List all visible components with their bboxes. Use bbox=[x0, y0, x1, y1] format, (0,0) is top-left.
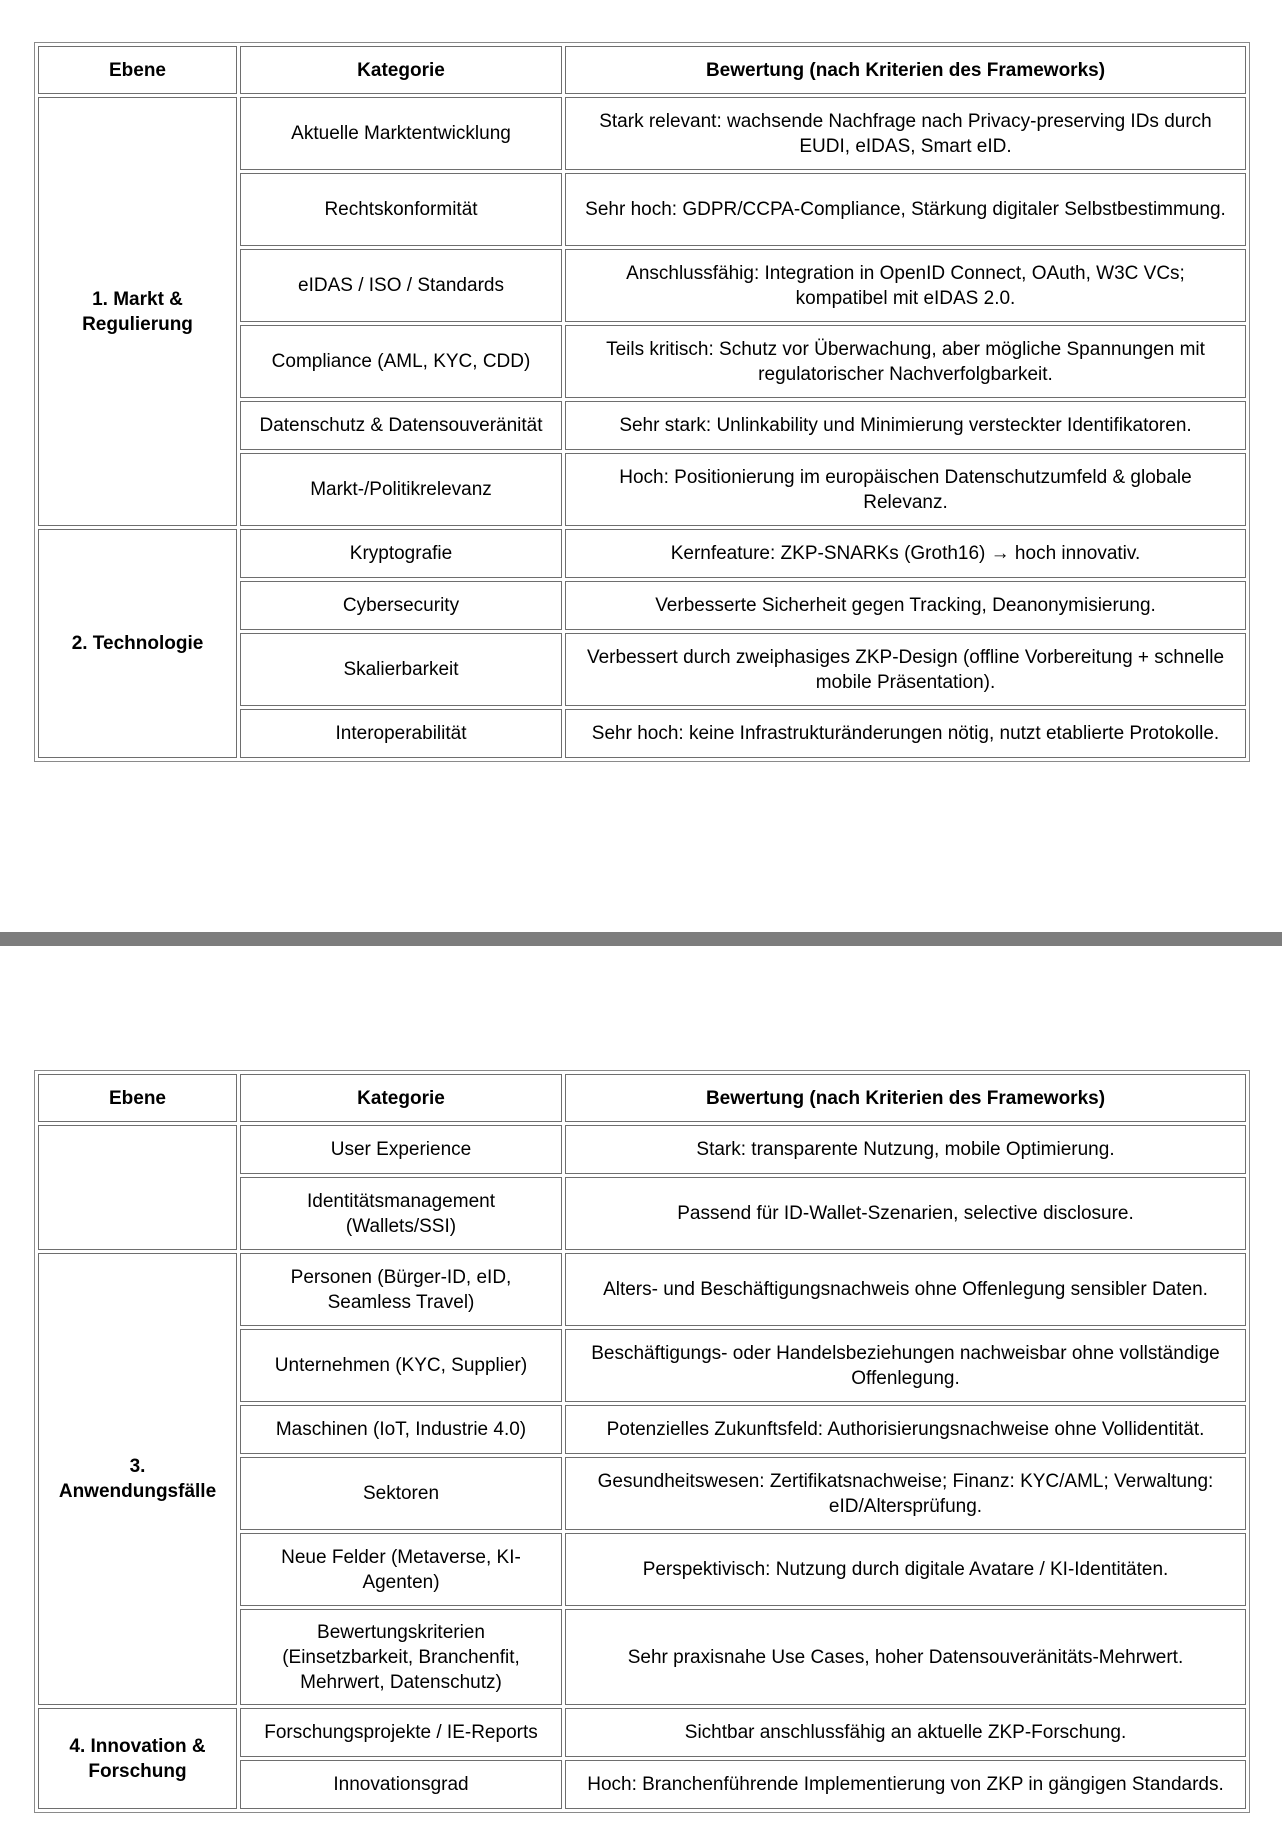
rating-cell: Gesundheitswesen: Zertifikatsnachweise; Finanz: KYC/AML; Verwaltung: eID/Altersprüfung. bbox=[565, 1457, 1246, 1530]
category-cell: Maschinen (IoT, Industrie 4.0) bbox=[240, 1405, 562, 1454]
category-cell: Forschungsprojekte / IE-Reports bbox=[240, 1708, 562, 1757]
rating-cell: Kernfeature: ZKP-SNARKs (Groth16) → hoch innovativ. bbox=[565, 529, 1246, 578]
level-cell: 3. Anwendungsfälle bbox=[38, 1253, 237, 1705]
category-cell: Sektoren bbox=[240, 1457, 562, 1530]
category-cell: Markt-/Politikrelevanz bbox=[240, 453, 562, 526]
category-cell: Innovationsgrad bbox=[240, 1760, 562, 1809]
table-row bbox=[38, 1708, 1246, 1757]
header-category: Kategorie bbox=[240, 1074, 562, 1122]
header-category: Kategorie bbox=[240, 46, 562, 94]
header-rating: Bewertung (nach Kriterien des Frameworks) bbox=[565, 46, 1246, 94]
category-cell: Compliance (AML, KYC, CDD) bbox=[240, 325, 562, 398]
rating-cell: Sehr stark: Unlinkability und Minimierung versteckter Identifikatoren. bbox=[565, 401, 1246, 450]
category-cell: eIDAS / ISO / Standards bbox=[240, 249, 562, 322]
table-row bbox=[38, 97, 1246, 170]
category-cell: Bewertungskriterien (Einsetzbarkeit, Branchenfit, Mehrwert, Datenschutz) bbox=[240, 1609, 562, 1705]
rating-cell: Anschlussfähig: Integration in OpenID Connect, OAuth, W3C VCs; kompatibel mit eIDAS 2.0. bbox=[565, 249, 1246, 322]
rating-cell: Sehr praxisnahe Use Cases, hoher Datensouveränitäts-Mehrwert. bbox=[565, 1609, 1246, 1705]
level-cell: 4. Innovation & Forschung bbox=[38, 1708, 237, 1809]
rating-cell: Verbesserte Sicherheit gegen Tracking, Deanonymisierung. bbox=[565, 581, 1246, 630]
level-cell: 1. Markt & Regulierung bbox=[38, 97, 237, 526]
header-rating: Bewertung (nach Kriterien des Frameworks) bbox=[565, 1074, 1246, 1122]
category-cell: Personen (Bürger-ID, eID, Seamless Travel) bbox=[240, 1253, 562, 1326]
category-cell: Skalierbarkeit bbox=[240, 633, 562, 706]
rating-cell: Stark: transparente Nutzung, mobile Optimierung. bbox=[565, 1125, 1246, 1174]
evaluation-table-1 bbox=[34, 42, 1250, 762]
rating-cell: Sehr hoch: GDPR/CCPA-Compliance, Stärkung digitaler Selbstbestimmung. bbox=[565, 173, 1246, 246]
category-cell: Interoperabilität bbox=[240, 709, 562, 758]
rating-cell: Hoch: Positionierung im europäischen Datenschutzumfeld & globale Relevanz. bbox=[565, 453, 1246, 526]
level-cell: 2. Technologie bbox=[38, 529, 237, 758]
table-row bbox=[38, 1253, 1246, 1326]
category-cell: Rechtskonformität bbox=[240, 173, 562, 246]
table-header-row bbox=[38, 46, 1246, 94]
rating-cell: Sehr hoch: keine Infrastrukturänderungen nötig, nutzt etablierte Protokolle. bbox=[565, 709, 1246, 758]
category-cell: Unternehmen (KYC, Supplier) bbox=[240, 1329, 562, 1402]
category-cell: Aktuelle Marktentwicklung bbox=[240, 97, 562, 170]
header-level: Ebene bbox=[38, 46, 237, 94]
page-separator bbox=[0, 932, 1282, 946]
header-level: Ebene bbox=[38, 1074, 237, 1122]
rating-cell: Beschäftigungs- oder Handelsbeziehungen nachweisbar ohne vollständige Offenlegung. bbox=[565, 1329, 1246, 1402]
rating-cell: Sichtbar anschlussfähig an aktuelle ZKP-Forschung. bbox=[565, 1708, 1246, 1757]
page-gap bbox=[0, 770, 1282, 932]
category-cell: Kryptografie bbox=[240, 529, 562, 578]
rating-cell: Stark relevant: wachsende Nachfrage nach Privacy-preserving IDs durch EUDI, eIDAS, Smart eID. bbox=[565, 97, 1246, 170]
page-bottom-gap bbox=[0, 1823, 1282, 1844]
table-row bbox=[38, 529, 1246, 578]
table-header-row bbox=[38, 1074, 1246, 1122]
category-cell: User Experience bbox=[240, 1125, 562, 1174]
rating-cell: Hoch: Branchenführende Implementierung von ZKP in gängigen Standards. bbox=[565, 1760, 1246, 1809]
table-row bbox=[38, 1125, 1246, 1174]
rating-cell: Teils kritisch: Schutz vor Überwachung, aber mögliche Spannungen mit regulatorischer Nachverfolgbarkeit. bbox=[565, 325, 1246, 398]
category-cell: Cybersecurity bbox=[240, 581, 562, 630]
rating-cell: Alters- und Beschäftigungsnachweis ohne Offenlegung sensibler Daten. bbox=[565, 1253, 1246, 1326]
category-cell: Neue Felder (Metaverse, KI-Agenten) bbox=[240, 1533, 562, 1606]
category-cell: Datenschutz & Datensouveränität bbox=[240, 401, 562, 450]
rating-cell: Perspektivisch: Nutzung durch digitale Avatare / KI-Identitäten. bbox=[565, 1533, 1246, 1606]
rating-cell: Verbessert durch zweiphasiges ZKP-Design (offline Vorbereitung + schnelle mobile Präsentation). bbox=[565, 633, 1246, 706]
level-cell bbox=[38, 1125, 237, 1250]
rating-cell: Potenzielles Zukunftsfeld: Authorisierungsnachweise ohne Vollidentität. bbox=[565, 1405, 1246, 1454]
category-cell: Identitätsmanagement (Wallets/SSI) bbox=[240, 1177, 562, 1250]
evaluation-table-2 bbox=[34, 1070, 1250, 1813]
rating-cell: Passend für ID-Wallet-Szenarien, selective disclosure. bbox=[565, 1177, 1246, 1250]
